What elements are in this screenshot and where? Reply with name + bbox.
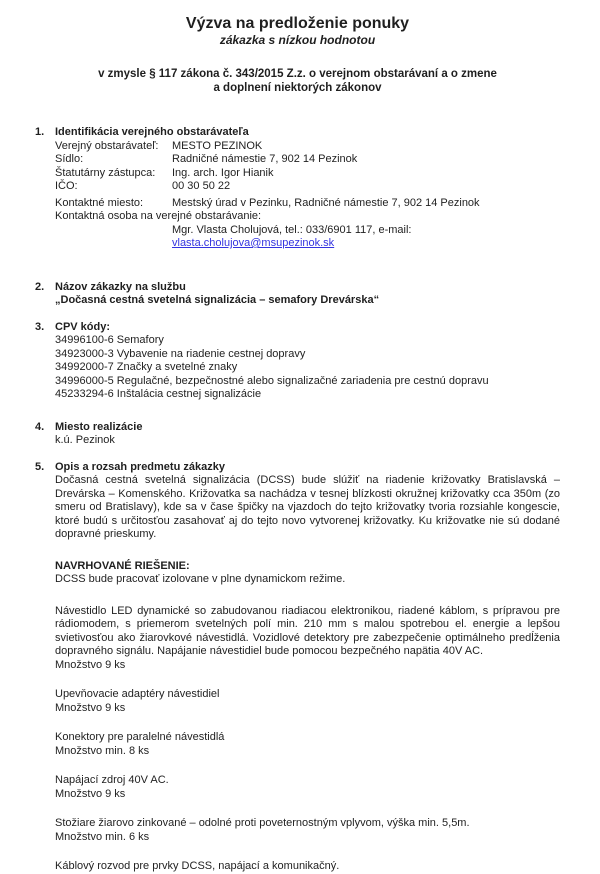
cpv-code: 34996000-5 Regulačné, bezpečnostné alebo signalizačné zariadenia pre cestnú dopravu <box>55 374 489 387</box>
document-subtitle: zákazka s nízkou hodnotou <box>219 33 376 47</box>
item-galvanized-poles <box>55 817 560 844</box>
section-3-number: 3. <box>35 320 45 333</box>
cpv-code: 45233294-6 Inštalácia cestnej signalizácie <box>55 388 262 400</box>
cpv-code: 34996100-6 Semafory <box>55 334 164 346</box>
proposed-solution-heading: NAVRHOVANÉ RIEŠENIE: <box>55 559 190 572</box>
field-value: Ing. arch. Igor Hianik <box>172 166 274 179</box>
field-value: Mestský úrad v Pezinku, Radničné námestie 7, 902 14 Pezinok <box>172 196 480 209</box>
field-label: Sídlo: <box>55 153 84 165</box>
section-2-number: 2. <box>35 280 45 293</box>
item-text: Upevňovacie adaptéry návestidiel <box>55 688 220 700</box>
field-value: Radničné námestie 7, 902 14 Pezinok <box>172 153 358 165</box>
section-3-heading: CPV kódy: <box>55 320 111 333</box>
item-mounting-adapters <box>55 688 560 715</box>
item-cable-distribution <box>55 860 560 874</box>
field-statutory-representative <box>55 167 560 181</box>
email-link[interactable]: vlasta.cholujova@msupezinok.sk <box>172 237 335 249</box>
legal-line-2: a doplnení niektorých zákonov <box>213 81 382 94</box>
field-label: Kontaktné miesto: <box>55 196 144 209</box>
field-value: MESTO PEZINOK <box>172 139 263 152</box>
section-5-number: 5. <box>35 460 45 473</box>
item-quantity: Množstvo min. 8 ks <box>55 744 150 757</box>
field-label: IČO: <box>55 180 78 192</box>
section-1-heading: Identifikácia verejného obstarávateľa <box>55 126 249 138</box>
field-value: 00 30 50 22 <box>172 180 231 192</box>
item-text: Napájací zdroj 40V AC. <box>55 774 169 786</box>
legal-reference <box>35 68 560 95</box>
section-4-heading: Miesto realizácie <box>55 420 143 433</box>
cpv-code: 34992000-7 Značky a svetelné znaky <box>55 361 238 373</box>
section-4-number: 4. <box>35 420 45 433</box>
field-label: Štatutárny zástupca: <box>55 166 156 179</box>
item-connectors <box>55 731 560 758</box>
item-quantity: Množstvo 9 ks <box>55 701 126 714</box>
item-quantity: Množstvo 9 ks <box>55 658 126 671</box>
contact-person-label: Kontaktná osoba na verejné obstarávanie: <box>55 210 262 222</box>
section-description <box>35 461 560 874</box>
field-address <box>55 153 560 167</box>
field-contact-point <box>55 197 560 211</box>
proposed-solution-text: DCSS bude pracovať izolovane v plne dynamickom režime. <box>55 573 346 585</box>
item-power-supply <box>55 774 560 801</box>
section-contract-name <box>35 281 560 308</box>
contract-name: „Dočasná cestná svetelná signalizácia – semafory Drevárska“ <box>55 294 380 306</box>
field-label: Verejný obstarávateľ: <box>55 139 159 152</box>
contact-person-line <box>55 224 560 251</box>
field-contracting-authority <box>55 140 560 154</box>
item-text: Konektory pre paralelné návestidlá <box>55 731 225 743</box>
item-quantity: Množstvo min. 6 ks <box>55 830 150 843</box>
description-paragraph: Dočasná cestná svetelná signalizácia (DCSS) bude slúžiť na riadenie križovatky Bratislavská – Drevárska – Komenského. Križovatka sa nachádza v tesnej blízkosti okružnej križovatky cca 350m (zo smeru od Bratislavy), kde sa v čase špičky na vjazdoch do tejto križovatky tvoria rozsiahle kongescie, ktoré budú s určitosťou zasahovať aj do tejto novo vytvorenej križovatky. Ku križovatke nie sú dodané dopravné prieskumy. <box>55 474 560 540</box>
legal-line-1: v zmysle § 117 zákona č. 343/2015 Z.z. o verejnom obstarávaní a o zmene <box>98 68 497 80</box>
item-quantity: Množstvo 9 ks <box>55 787 126 800</box>
location-value: k.ú. Pezinok <box>55 434 115 446</box>
section-cpv-codes <box>35 321 560 402</box>
section-5-heading: Opis a rozsah predmetu zákazky <box>55 460 225 473</box>
item-text: Káblový rozvod pre prvky DCSS, napájací a komunikačný. <box>55 860 340 872</box>
item-led-signal-heads <box>55 605 560 673</box>
item-text: Návestidlo LED dynamické so zabudovanou riadiacou elektronikou, riadené káblom, s prípravou pre rádiomodem, s priemerom svetelných polí min. 210 mm s malou spotrebou el. energie a lepšou svietivosťou ako žiarovkové návestidlá. Vozidlové detektory pre zabezpečenie optimálneho predĺženia dopravného signálu. Napájanie návestidiel bude pomocou bezpečného napätia 40V AC. <box>55 604 560 657</box>
section-identification <box>35 126 560 251</box>
section-1-number: 1. <box>35 126 45 138</box>
document-header <box>35 14 560 95</box>
document-title: Výzva na predloženie ponuky <box>185 15 410 32</box>
section-2-heading: Názov zákazky na službu <box>55 280 186 293</box>
item-text: Stožiare žiarovo zinkované – odolné proti poveternostným vplyvom, výška min. 5,5m. <box>55 817 470 829</box>
cpv-code: 34923000-3 Vybavenie na riadenie cestnej dopravy <box>55 347 306 360</box>
section-location <box>35 421 560 448</box>
field-ico <box>55 180 560 194</box>
contact-person-details: Mgr. Vlasta Cholujová, tel.: 033/6901 117, e-mail: <box>172 223 412 236</box>
